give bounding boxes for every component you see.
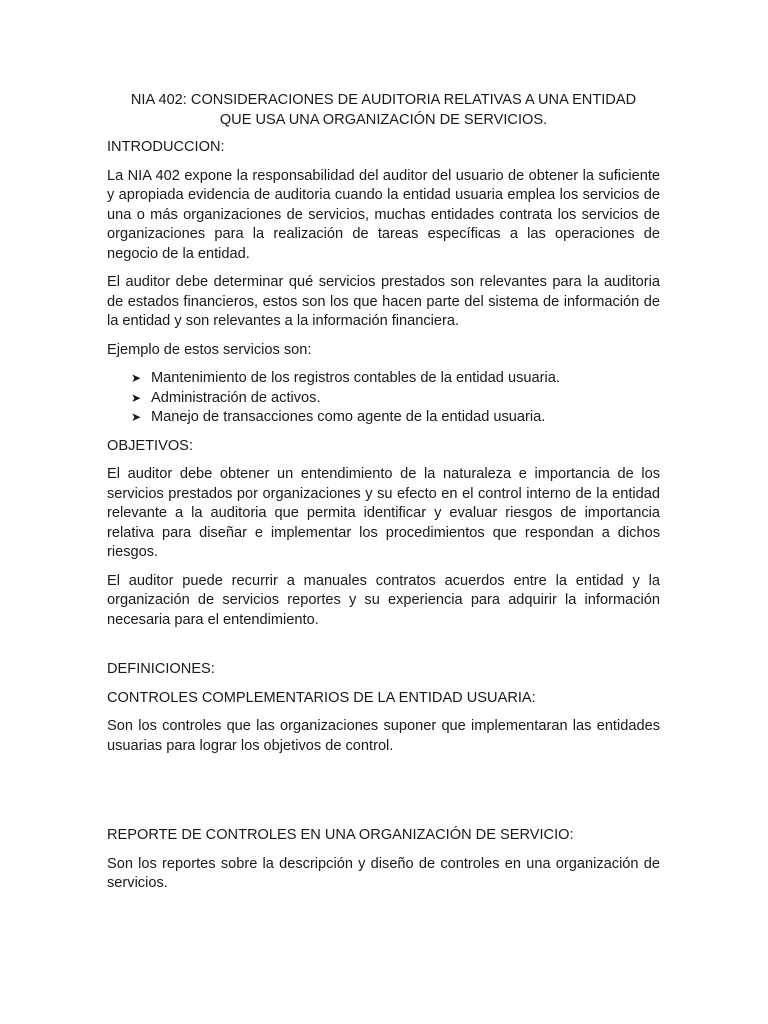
definition-2-heading: REPORTE DE CONTROLES EN UNA ORGANIZACIÓN DE SERVICIO:	[107, 827, 574, 843]
intro-paragraph-2: El auditor debe determinar qué servicios prestados son relevantes para la auditoria de estados financieros, estos son los que hacen parte del sistema de información de la entidad y son relevantes a la información financiera.	[107, 274, 660, 329]
intro-paragraph-1: La NIA 402 expone la responsabilidad del auditor del usuario de obtener la suficiente y apropiada evidencia de auditoria cuando la entidad usuaria emplea los servicios de una o más organizaciones de servicios, muchas entidades contrata los servicios de organizaciones para la realización de tareas específicas a las operaciones de negocio de la entidad.	[107, 167, 660, 262]
document-page	[107, 91, 660, 903]
list-item	[131, 369, 660, 389]
title-line-2: QUE USA UNA ORGANIZACIÓN DE SERVICIOS.	[219, 111, 548, 128]
definition-1-text: Son los controles que las organizaciones suponer que implementaran las entidades usuarias para lograr los objetivos de control.	[107, 718, 660, 754]
list-item-text: Manejo de transacciones como agente de la entidad usuaria.	[151, 409, 546, 425]
document-title	[107, 91, 660, 130]
arrowhead-bullet-icon: ➤	[131, 371, 142, 385]
intro-heading: INTRODUCCION:	[107, 139, 225, 155]
objectives-paragraph-1: El auditor debe obtener un entendimiento de la naturaleza e importancia de los servicios prestados por organizaciones y su efecto en el control interno de la entidad relevante a la auditoria que permita identificar y evaluar riesgos de importancia relativa para diseñar e implementar los procedimientos que respondan a dichos riesgos.	[107, 466, 660, 560]
list-item	[131, 408, 660, 428]
list-item-text: Administración de activos.	[151, 389, 321, 406]
definition-1-heading: CONTROLES COMPLEMENTARIOS DE LA ENTIDAD USUARIA:	[107, 689, 536, 706]
spacer	[107, 765, 660, 826]
arrowhead-bullet-icon: ➤	[131, 410, 142, 424]
definitions-heading: DEFINICIONES:	[107, 661, 215, 677]
title-line-1: NIA 402: CONSIDERACIONES DE AUDITORIA RELATIVAS A UNA ENTIDAD	[130, 92, 637, 108]
list-item-text: Mantenimiento de los registros contables de la entidad usuaria.	[151, 370, 560, 386]
definition-2-text: Son los reportes sobre la descripción y diseño de controles en una organización de servicios.	[107, 855, 660, 891]
examples-list	[107, 369, 660, 428]
objectives-paragraph-2: El auditor puede recurrir a manuales contratos acuerdos entre la entidad y la organización de servicios reportes y su experiencia para adquirir la información necesaria para el entendimiento.	[107, 572, 660, 628]
arrowhead-bullet-icon: ➤	[131, 390, 142, 405]
list-item	[131, 389, 660, 409]
intro-paragraph-3: Ejemplo de estos servicios son:	[107, 341, 312, 358]
spacer	[107, 639, 660, 660]
objectives-heading: OBJETIVOS:	[107, 437, 193, 454]
